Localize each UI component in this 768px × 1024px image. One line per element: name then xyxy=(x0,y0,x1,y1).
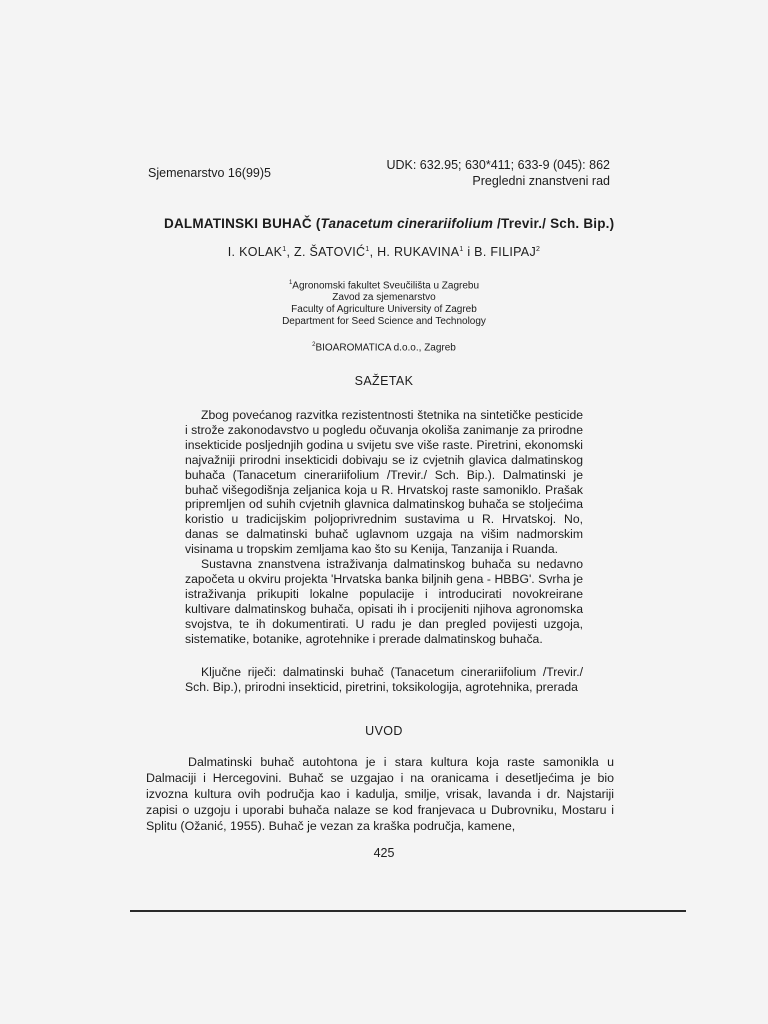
title-latin: Tanacetum cinerariifolium xyxy=(320,216,494,231)
abstract-heading: SAŽETAK xyxy=(354,374,414,388)
affiliation-2 xyxy=(0,342,768,353)
affiliation-2-text: BIOAROMATICA d.o.o., Zagreb xyxy=(315,342,456,354)
affiliation-1-mark: 1 xyxy=(288,280,293,286)
udk-code: UDK: 632.95; 630*411; 633-9 (045): 862 xyxy=(386,158,610,172)
abstract-paragraph-1: Zbog povećanog razvitka rezistentnosti štetnika na sintetičke pesticide i strože zakonodavstvo u pogledu očuvanja okoliša zanimanje za prirodne insekticide posljednjih godina u svijetu sve više raste. Piretrini, ekonomski najvažniji prirodni insekticidi dobivaju se iz cvjetnih glavica dalmatinskog buhača (Tanacetum cinerariifolium /Trevir./ Sch. Bip.). Dalmatinski je buhač višegodišnja zeljanica koja u R. Hrvatskoj raste samoniklo. Prašak pripremljen od suhih cvjetnih glavnica dalmatinskog buhača se stoljećima koristio u tradicijskim poljoprivrednim sustavima u R. Hrvatskoj. No, danas se dalmatinski buhač uglavnom uzgaja na višim nadmorskim visinama u tropskim zemljama kao što su Kenija, Tanzanija i Ruanda. xyxy=(185,408,583,557)
keywords: Ključne riječi: dalmatinski buhač (Tanacetum cinerariifolium /Trevir./ Sch. Bip.), prirodni insekticid, piretrini, toksikologija, agrotehnika, prerada xyxy=(185,665,583,694)
article-type: Pregledni znanstveni rad xyxy=(472,174,610,188)
affiliation-2-mark: 2 xyxy=(312,342,316,348)
author-1: I. KOLAK xyxy=(227,245,283,259)
abstract-body xyxy=(185,408,583,647)
intro-paragraph: Dalmatinski buhač autohtona je i stara kultura koja raste samonikla u Dalmaciji i Hercegovini. Buhač se uzgajao i na oranicama i desetljećima je bio izvozna kultura ovih područja kao i kadulja, smilje, vrisak, lavanda i dr. Najstariji zapisi o uzgoju i uporabi buhača nalaze se kod franjevaca u Dubrovniku, Mostaru i Splitu (Ožanić, 1955). Buhač je vezan za kraška područja, kamene, xyxy=(146,755,614,833)
title-rest: /Trevir./ Sch. Bip.) xyxy=(493,216,615,231)
author-3-mark: 1 xyxy=(459,245,464,253)
udk-block xyxy=(386,157,610,189)
author-4: i B. FILIPAJ xyxy=(463,245,536,259)
journal-reference: Sjemenarstvo 16(99)5 xyxy=(148,166,271,180)
affiliation-line-2: Zavod za sjemenarstvo xyxy=(332,292,436,304)
author-2: , Z. ŠATOVIĆ xyxy=(286,245,366,259)
affiliation-line-3: Faculty of Agriculture University of Zagreb xyxy=(291,304,477,316)
affiliation-line-4: Department for Seed Science and Technology xyxy=(282,316,486,328)
author-list xyxy=(0,245,768,259)
author-3: , H. RUKAVINA xyxy=(369,245,460,259)
author-2-mark: 1 xyxy=(365,245,370,253)
intro-heading: UVOD xyxy=(365,724,403,738)
affiliation-line-1: Agronomski fakultet Sveučilišta u Zagrebu xyxy=(292,280,480,292)
title-main: DALMATINSKI BUHAČ ( xyxy=(164,216,321,231)
page-number: 425 xyxy=(373,846,395,860)
page-bottom-rule xyxy=(130,910,686,912)
author-1-mark: 1 xyxy=(282,245,287,253)
paper-title xyxy=(164,216,614,231)
affiliation-1 xyxy=(0,277,768,328)
abstract-paragraph-2: Sustavna znanstvena istraživanja dalmatinskog buhača su nedavno započeta u okviru projekta 'Hrvatska banka biljnih gena - HBBG'. Svrha je istraživanja prikupiti lokalne populacije i introducirati novokreirane kultivare dalmatinskog buhača, opisati ih i procijeniti njihova agronomska svojstva, te ih dokumentirati. U radu je dan pregled povijesti uzgoja, sistematike, botanike, agrotehnike i prerade dalmatinskog buhača. xyxy=(185,557,583,646)
author-4-mark: 2 xyxy=(536,245,541,253)
